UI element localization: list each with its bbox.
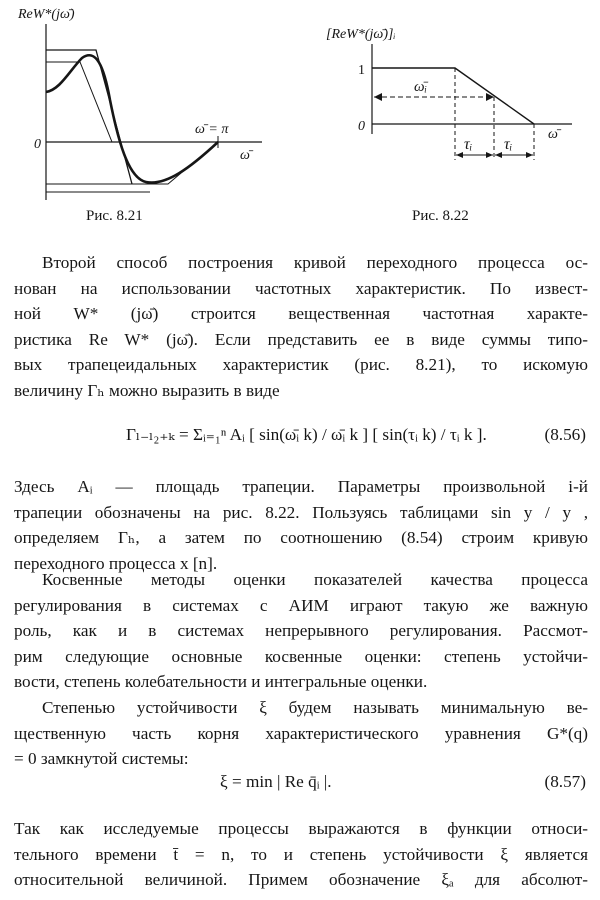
- text-line: роль, как и в системах непрерывного регулирования. Рассмот-: [14, 621, 588, 640]
- text-line: нован на использовании частотных характеристик. По извест-: [14, 278, 588, 298]
- text-line: регулирования в системах с АИМ играют такую же важную: [14, 595, 588, 615]
- fig22-tau1-head-r: [486, 152, 493, 158]
- fig22-one-label: 1: [358, 63, 365, 78]
- equation-number-8-57: (8.57): [544, 772, 586, 791]
- fig21-response-curve: [46, 55, 218, 182]
- equation-number-8-56: (8.56): [544, 425, 586, 444]
- text-line: щественную часть корня характеристического уравнения G*(q): [14, 723, 588, 743]
- paragraph-5-text: [14, 816, 588, 893]
- equation-8-57: ξ = min | Re q̄ᵢ |.: [220, 772, 332, 791]
- text-line: Здесь Aᵢ — площадь трапеции. Параметры произвольной i-й: [14, 477, 588, 496]
- fig22-ylabel: [ReW*(jω̄)]ᵢ: [326, 27, 396, 42]
- text-line: тельного времени t̄ = n, то и степень устойчивости ξ является: [14, 844, 588, 864]
- text-line: вых трапецеидальных характеристик (рис. 8.21), то искомую: [14, 355, 588, 374]
- fig21-trapezoid-1: [46, 50, 132, 184]
- fig22-trapezoid: [372, 68, 534, 124]
- text-line: вости, степень колебательности и интегральные оценки.: [14, 672, 428, 691]
- equation-8-56: Γₗ₋ₗ₂₊ₖ = Σᵢ₌₁ⁿ Aᵢ [ sin(ω̄ᵢ k) / ω̄ᵢ k ] [ sin(τᵢ k) / τᵢ k ].: [126, 425, 487, 444]
- fig22-tau-label-2: τᵢ: [504, 136, 513, 153]
- fig22-tau1-head-l: [456, 152, 463, 158]
- fig22-caption: Рис. 8.22: [412, 208, 469, 224]
- figure-8-21: [0, 0, 290, 205]
- text-line: рим следующие основные косвенные оценки: степень устойчи-: [14, 646, 588, 666]
- fig22-arrowhead-left: [374, 93, 382, 101]
- text-line: = 0 замкнутой системы:: [14, 749, 189, 768]
- text-line: величину Γₕ можно выразить в виде: [14, 380, 280, 400]
- fig22-tau2-head-l: [495, 152, 502, 158]
- paragraph-3: [14, 567, 588, 695]
- fig21-x-label: ω̄: [240, 148, 250, 163]
- text-line: ристика Re W* (jω̄). Если представить ее в виде суммы типо-: [14, 329, 588, 349]
- text-line: Степенью устойчивости ξ будем называть минимальную ве-: [42, 698, 588, 717]
- text-line: Косвенные методы оценки показателей качества процесса: [42, 570, 588, 589]
- fig22-zero-label: 0: [358, 119, 365, 134]
- fig22-x-label: ω̄: [548, 127, 558, 142]
- text-line: Второй способ построения кривой переходного процесса ос-: [42, 253, 588, 272]
- text-line: Так как исследуемые процессы выражаются в функции относи-: [14, 819, 588, 838]
- text-line: ной W* (jω̄) строится вещественная частотная характе-: [14, 304, 588, 323]
- fig22-tau-label-1: τᵢ: [464, 136, 473, 153]
- figure-8-22: [310, 0, 600, 205]
- text-line: трапеции обозначены на рис. 8.22. Пользуясь таблицами sin y / y ,: [14, 502, 588, 522]
- fig21-zero-label: 0: [34, 137, 41, 152]
- fig21-caption: Рис. 8.21: [86, 208, 143, 224]
- text-line: определяем Γₕ, а затем по соотношению (8.54) строим кривую: [14, 528, 588, 547]
- fig22-omega-i-label: ω̄ᵢ: [414, 79, 427, 95]
- fig21-pi-label: ω̄ = π: [195, 122, 229, 137]
- fig22-tau2-head-r: [526, 152, 533, 158]
- fig21-ylabel: ReW*(jω̄): [18, 7, 75, 22]
- paragraph-4: [14, 695, 588, 772]
- text-line: относительной величиной. Примем обозначение ξₐ для абсолют-: [14, 870, 588, 889]
- text-line: переходного процесса x [n].: [14, 553, 218, 573]
- paragraph-2: [14, 474, 588, 576]
- paragraph-1: [14, 250, 588, 403]
